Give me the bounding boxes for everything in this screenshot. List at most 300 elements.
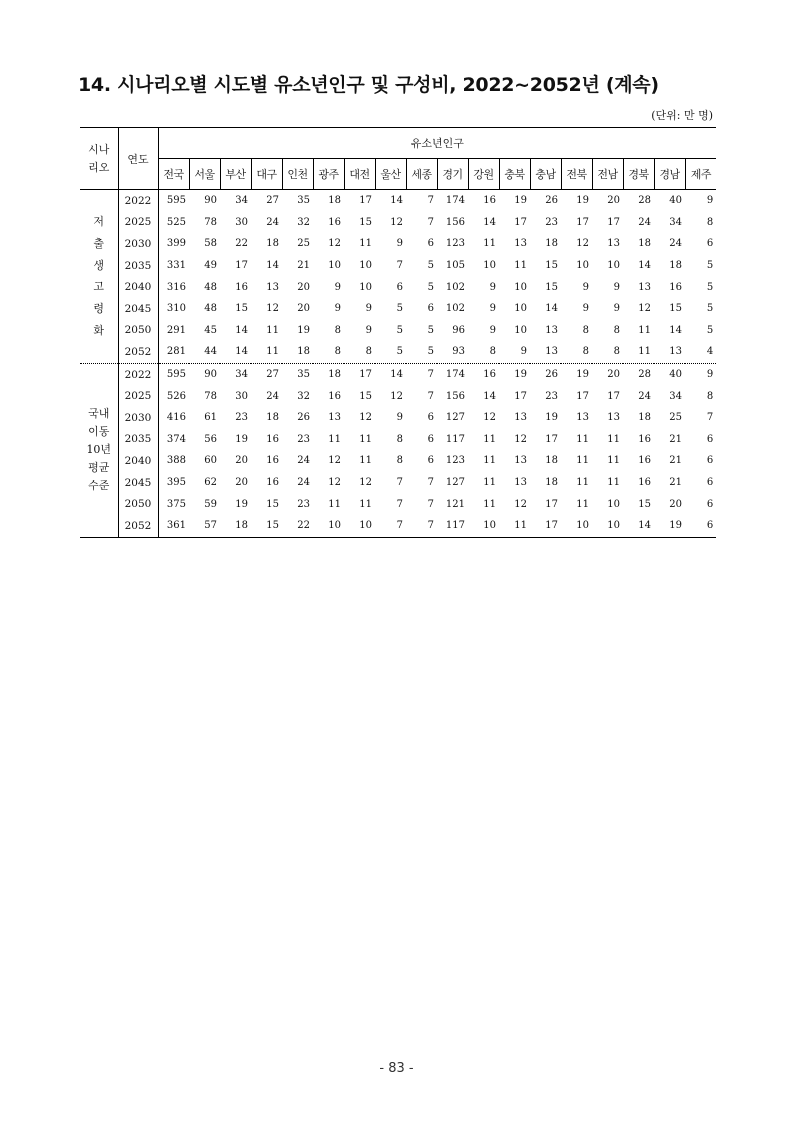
value-cell: 12 [638,303,651,315]
value-cell: 13 [545,324,558,336]
value-cell: 7 [706,412,714,424]
value-cell: 17 [359,195,372,207]
value-cell: 17 [576,216,589,228]
value-cell: 6 [427,238,434,250]
value-cell: 17 [545,498,558,510]
value-cell: 11 [328,498,341,510]
value-cell: 17 [344,363,375,385]
value-cell: 5 [396,324,403,336]
value-cell: 24 [297,455,310,467]
value-cell: 9 [365,303,372,315]
value-cell: 18 [545,238,558,250]
value-cell: 12 [328,477,341,489]
value-cell: 8 [334,346,341,358]
value-cell: 21 [669,477,682,489]
value-cell: 18 [235,520,248,532]
value-cell: 49 [204,260,217,272]
value-cell: 6 [427,412,434,424]
value-cell: 40 [654,363,685,385]
value-cell: 310 [166,303,186,315]
value-cell: 11 [328,433,341,445]
region-header: 경북 [623,159,654,190]
year-cell: 2035 [118,255,158,277]
year-cell: 2050 [118,493,158,515]
value-cell: 15 [669,303,682,315]
value-cell: 35 [297,195,310,207]
value-cell: 388 [166,455,186,467]
value-cell: 14 [375,363,406,385]
value-cell: 15 [545,281,558,293]
value-cell: 595 [166,195,186,207]
table-row [80,341,716,363]
value-cell: 11 [576,455,589,467]
value-cell: 20 [607,195,620,207]
value-cell: 27 [266,195,279,207]
value-cell: 12 [390,390,403,402]
value-cell: 8 [396,433,403,445]
value-cell: 34 [235,195,248,207]
value-cell: 20 [669,498,682,510]
value-cell: 15 [545,260,558,272]
value-cell: 7 [396,260,403,272]
value-cell: 399 [166,238,186,250]
value-cell: 102 [445,303,465,315]
value-cell: 7 [396,477,403,489]
scenario-label-line: 수준 [88,479,110,493]
value-cell: 11 [576,498,589,510]
value-cell: 374 [166,433,186,445]
value-cell: 32 [297,216,310,228]
value-cell: 9 [334,281,341,293]
value-cell: 90 [189,363,220,385]
value-cell: 34 [220,363,251,385]
value-cell: 127 [445,412,465,424]
value-cell: 18 [297,346,310,358]
table-body [80,190,716,538]
value-cell: 16 [468,363,499,385]
value-cell: 6 [427,303,434,315]
value-cell: 12 [514,498,527,510]
value-cell: 16 [328,390,341,402]
value-cell: 121 [445,498,465,510]
value-cell: 13 [576,412,589,424]
value-cell: 6 [427,433,434,445]
value-cell: 62 [204,477,217,489]
value-cell: 7 [396,520,403,532]
value-cell: 17 [607,390,620,402]
scenario-label [80,190,118,364]
value-cell: 10 [607,520,620,532]
value-cell: 30 [235,390,248,402]
year-cell: 2052 [118,341,158,363]
value-cell: 7 [427,477,434,489]
value-cell: 6 [706,238,714,250]
value-cell: 9 [706,195,714,207]
value-cell: 13 [514,412,527,424]
value-cell: 26 [545,195,558,207]
value-cell: 44 [204,346,217,358]
value-cell: 13 [545,346,558,358]
scenario-label-line: 평균 [88,461,110,475]
value-cell: 8 [582,324,589,336]
value-cell: 18 [545,477,558,489]
value-cell: 10 [576,520,589,532]
value-cell: 10 [514,303,527,315]
value-cell: 11 [483,455,496,467]
value-cell: 21 [669,455,682,467]
value-cell: 9 [334,303,341,315]
region-header: 인천 [282,159,313,190]
value-cell: 10 [514,324,527,336]
value-cell: 14 [545,303,558,315]
year-cell: 2040 [118,276,158,298]
value-cell: 11 [359,238,372,250]
value-cell: 5 [396,346,403,358]
value-cell: 416 [166,412,186,424]
region-header: 제주 [685,159,716,190]
value-cell: 6 [706,520,714,532]
table-row [80,298,716,320]
value-cell: 11 [359,455,372,467]
value-cell: 56 [204,433,217,445]
value-cell: 48 [204,281,217,293]
value-cell: 18 [313,363,344,385]
value-cell: 21 [669,433,682,445]
value-cell: 4 [706,346,714,358]
value-cell: 61 [204,412,217,424]
value-cell: 22 [235,238,248,250]
value-cell: 14 [390,195,403,207]
table-row [80,276,716,298]
region-header: 경남 [654,159,685,190]
region-header: 대구 [251,159,282,190]
value-cell: 8 [706,216,714,228]
value-cell: 28 [623,363,654,385]
value-cell: 6 [706,433,714,445]
value-cell: 8 [334,324,341,336]
value-cell: 19 [576,195,589,207]
table-row [80,320,716,342]
value-cell: 10 [359,520,372,532]
value-cell: 11 [576,477,589,489]
region-header: 충북 [499,159,530,190]
value-cell: 9 [613,281,620,293]
table-title: 14. 시나리오별 시도별 유소년인구 및 구성비, 2022~2052년 (계속) [78,74,659,96]
value-cell: 14 [638,520,651,532]
region-header: 강원 [468,159,499,190]
value-cell: 316 [166,281,186,293]
value-cell: 19 [235,433,248,445]
value-cell: 10 [483,520,496,532]
value-cell: 5 [396,303,403,315]
scenario-label-line: 화 [93,323,105,337]
value-cell: 525 [166,216,186,228]
value-cell: 11 [576,433,589,445]
value-cell: 23 [545,216,558,228]
table-row [80,429,716,451]
value-cell: 13 [328,412,341,424]
table-row [80,363,716,385]
region-header: 전국 [158,159,189,190]
value-cell: 12 [390,216,403,228]
scenario-label-line: 출 [93,236,105,250]
year-cell: 2022 [118,190,158,212]
value-cell: 13 [669,346,682,358]
region-header: 전남 [592,159,623,190]
value-cell: 10 [607,498,620,510]
value-cell: 17 [607,216,620,228]
value-cell: 117 [445,520,465,532]
value-cell: 281 [166,346,186,358]
value-cell: 14 [638,260,651,272]
value-cell: 40 [669,195,682,207]
value-cell: 17 [235,260,248,272]
scenario-label-line: 령 [93,302,105,316]
value-cell: 17 [514,216,527,228]
scenario-label-line: 국내 [88,407,110,421]
table-row [80,190,716,212]
value-cell: 12 [514,433,527,445]
year-header: 연도 [118,128,158,190]
value-cell: 291 [166,324,186,336]
value-cell: 16 [328,216,341,228]
scenario-label-line: 저 [93,215,105,229]
scenario-header [80,128,118,190]
value-cell: 7 [427,520,434,532]
value-cell: 6 [706,477,714,489]
value-cell: 8 [365,346,372,358]
population-table [80,127,716,538]
value-cell: 13 [607,238,620,250]
value-cell: 105 [445,260,465,272]
value-cell: 10 [483,260,496,272]
value-cell: 10 [607,260,620,272]
value-cell: 19 [545,412,558,424]
value-cell: 11 [514,260,527,272]
value-cell: 12 [328,455,341,467]
year-cell: 2045 [118,298,158,320]
value-cell: 16 [266,477,279,489]
value-cell: 11 [359,433,372,445]
value-cell: 11 [607,477,620,489]
value-cell: 12 [483,412,496,424]
value-cell: 11 [638,324,651,336]
value-cell: 5 [706,324,714,336]
value-cell: 24 [669,238,682,250]
value-cell: 16 [638,455,651,467]
value-cell: 34 [669,216,682,228]
year-cell: 2025 [118,385,158,407]
value-cell: 58 [204,238,217,250]
value-cell: 8 [613,324,620,336]
value-cell: 30 [235,216,248,228]
value-cell: 526 [166,390,186,402]
value-cell: 11 [266,346,279,358]
value-cell: 156 [445,390,465,402]
value-cell: 12 [359,477,372,489]
value-cell: 13 [266,281,279,293]
value-cell: 93 [452,346,465,358]
region-header: 부산 [220,159,251,190]
value-cell: 19 [514,195,527,207]
value-cell: 16 [266,455,279,467]
value-cell: 10 [359,260,372,272]
table-row [80,233,716,255]
value-cell: 7 [406,363,437,385]
table-row [80,515,716,537]
region-header-row [80,159,716,190]
value-cell: 5 [427,346,434,358]
value-cell: 8 [706,390,714,402]
value-cell: 13 [607,412,620,424]
value-cell: 7 [427,216,434,228]
value-cell: 19 [669,520,682,532]
region-header: 서울 [189,159,220,190]
value-cell: 35 [282,363,313,385]
table-row [80,385,716,407]
year-cell: 2030 [118,407,158,429]
value-cell: 57 [204,520,217,532]
year-cell: 2030 [118,233,158,255]
value-cell: 16 [638,433,651,445]
value-cell: 26 [297,412,310,424]
value-cell: 48 [204,303,217,315]
value-cell: 15 [235,303,248,315]
page-number: - 83 - [379,1061,414,1076]
value-cell: 16 [638,477,651,489]
unit-label: (단위: 만 명) [651,109,713,122]
value-cell: 156 [445,216,465,228]
scenario-header-line: 시나 [88,142,110,156]
value-cell: 6 [427,455,434,467]
value-cell: 9 [396,238,403,250]
value-cell: 174 [445,195,465,207]
value-cell: 11 [483,498,496,510]
value-cell: 18 [638,238,651,250]
value-cell: 14 [669,324,682,336]
value-cell: 5 [427,324,434,336]
value-cell: 16 [483,195,496,207]
value-cell: 25 [669,412,682,424]
value-cell: 6 [396,281,403,293]
value-cell: 15 [266,498,279,510]
value-cell: 9 [685,363,716,385]
value-cell: 10 [359,281,372,293]
value-cell: 16 [235,281,248,293]
value-cell: 11 [483,477,496,489]
table-row [80,212,716,234]
value-cell: 23 [297,498,310,510]
region-header: 광주 [313,159,344,190]
value-cell: 127 [445,477,465,489]
value-cell: 375 [166,498,186,510]
value-cell: 20 [297,303,310,315]
value-cell: 32 [297,390,310,402]
value-cell: 8 [489,346,496,358]
value-cell: 18 [638,412,651,424]
value-cell: 20 [592,363,623,385]
value-cell: 14 [483,216,496,228]
value-cell: 331 [166,260,186,272]
region-header: 충남 [530,159,561,190]
value-cell: 90 [204,195,217,207]
value-cell: 6 [706,455,714,467]
value-cell: 18 [669,260,682,272]
value-cell: 361 [166,520,186,532]
value-cell: 117 [445,433,465,445]
value-cell: 11 [483,433,496,445]
year-cell: 2035 [118,429,158,451]
value-cell: 18 [266,238,279,250]
region-header: 울산 [375,159,406,190]
value-cell: 15 [638,498,651,510]
value-cell: 123 [445,238,465,250]
value-cell: 16 [266,433,279,445]
table-header [80,128,716,190]
value-cell: 23 [297,433,310,445]
year-cell: 2052 [118,515,158,537]
value-cell: 45 [204,324,217,336]
value-cell: 9 [489,303,496,315]
region-header: 전북 [561,159,592,190]
value-cell: 174 [437,363,468,385]
scenario-header-line: 리오 [88,160,110,174]
value-cell: 17 [514,390,527,402]
value-cell: 12 [359,412,372,424]
value-cell: 27 [251,363,282,385]
scenario-label-line: 이동 [88,425,110,439]
value-cell: 8 [582,346,589,358]
value-cell: 22 [297,520,310,532]
value-cell: 11 [607,433,620,445]
value-cell: 10 [514,281,527,293]
value-cell: 11 [483,238,496,250]
value-cell: 8 [613,346,620,358]
value-cell: 15 [359,216,372,228]
value-cell: 26 [530,363,561,385]
value-cell: 96 [452,324,465,336]
scenario-label [80,363,118,537]
value-cell: 595 [158,363,189,385]
value-cell: 5 [427,281,434,293]
value-cell: 15 [359,390,372,402]
year-cell: 2022 [118,363,158,385]
value-cell: 11 [266,324,279,336]
value-cell: 11 [514,520,527,532]
value-cell: 14 [235,346,248,358]
value-cell: 78 [204,390,217,402]
value-cell: 24 [266,216,279,228]
value-cell: 21 [297,260,310,272]
value-cell: 395 [166,477,186,489]
value-cell: 23 [235,412,248,424]
value-cell: 7 [396,498,403,510]
value-cell: 9 [489,324,496,336]
value-cell: 9 [582,303,589,315]
value-cell: 6 [706,498,714,510]
value-cell: 19 [297,324,310,336]
table-row [80,255,716,277]
scenario-label-line: 고 [93,280,105,294]
scenario-label-line: 생 [93,258,105,272]
youth-population-header: 유소년인구 [158,128,716,159]
value-cell: 7 [427,390,434,402]
year-cell: 2045 [118,472,158,494]
value-cell: 17 [576,390,589,402]
year-cell: 2050 [118,320,158,342]
value-cell: 14 [483,390,496,402]
value-cell: 8 [396,455,403,467]
